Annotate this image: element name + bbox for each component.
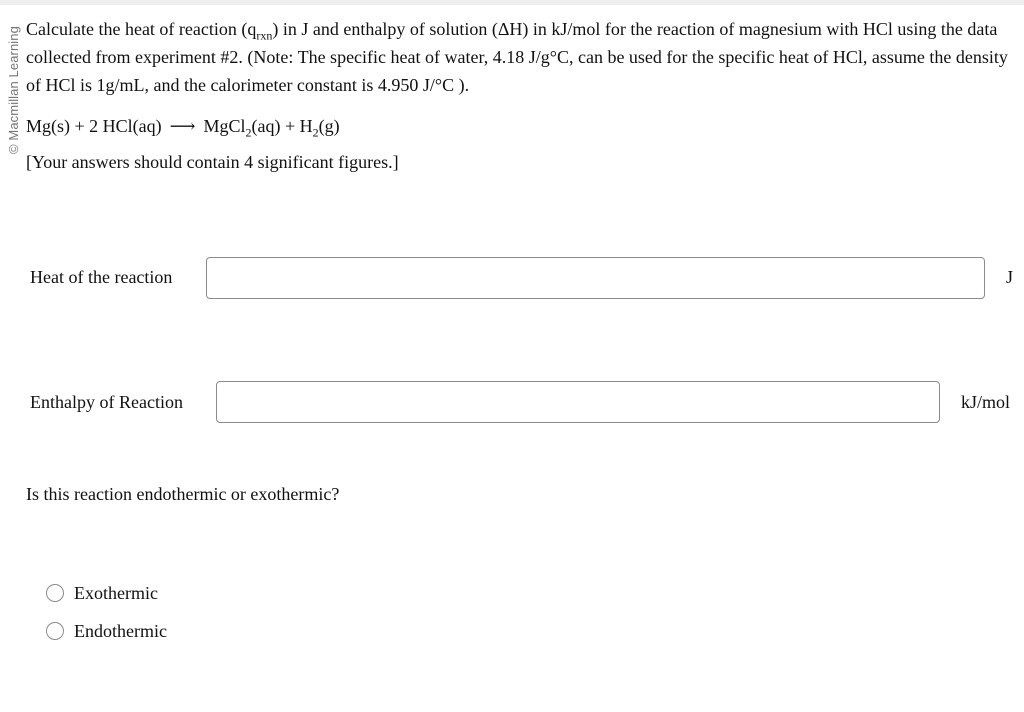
enthalpy-of-reaction-label: Enthalpy of Reaction bbox=[30, 392, 183, 412]
q-subscript: rxn bbox=[256, 28, 273, 43]
subscript: 2 bbox=[312, 125, 319, 140]
equation-product: (g) bbox=[318, 116, 340, 136]
option-label: Exothermic bbox=[74, 583, 158, 603]
copyright-watermark: © Macmillan Learning bbox=[6, 26, 21, 154]
question-text-part: ) in J and enthalpy of solution (ΔH) in kJ/mol for the reaction of magnesium with HCl using the data collected from experiment #2. (Note: The specific heat of water, 4.18 J/g°C, can be used for the specific heat of HCl, assume the density of HCl is 1g/mL, and the calorimeter constant is 4.950 J/°C ). bbox=[26, 19, 1008, 95]
question-text bbox=[26, 15, 1016, 99]
equation-product: MgCl bbox=[203, 116, 246, 136]
option-label: Endothermic bbox=[74, 621, 167, 641]
heat-of-reaction-label: Heat of the reaction bbox=[30, 267, 173, 287]
option-exothermic[interactable] bbox=[46, 581, 158, 605]
question-text-part: Calculate the heat of reaction (q bbox=[26, 19, 257, 39]
enthalpy-unit-label: kJ/mol bbox=[961, 392, 1011, 412]
sig-fig-instruction: [Your answers should contain 4 significant figures.] bbox=[26, 152, 399, 172]
chemical-equation bbox=[26, 112, 340, 140]
top-strip bbox=[0, 0, 1024, 5]
equation-product: (aq) + H bbox=[251, 116, 313, 136]
equation-reactants: Mg(s) + 2 HCl(aq) bbox=[26, 116, 162, 136]
reaction-arrow-icon: ⟶ bbox=[169, 116, 196, 136]
heat-of-reaction-input[interactable] bbox=[206, 257, 985, 299]
radio-button-icon[interactable] bbox=[46, 622, 64, 640]
enthalpy-of-reaction-input[interactable] bbox=[216, 381, 940, 423]
radio-button-icon[interactable] bbox=[46, 584, 64, 602]
subscript: 2 bbox=[245, 125, 252, 140]
heat-unit-label: J bbox=[1006, 267, 1014, 287]
endo-exo-question: Is this reaction endothermic or exothermic? bbox=[26, 484, 340, 504]
option-endothermic[interactable] bbox=[46, 619, 167, 643]
